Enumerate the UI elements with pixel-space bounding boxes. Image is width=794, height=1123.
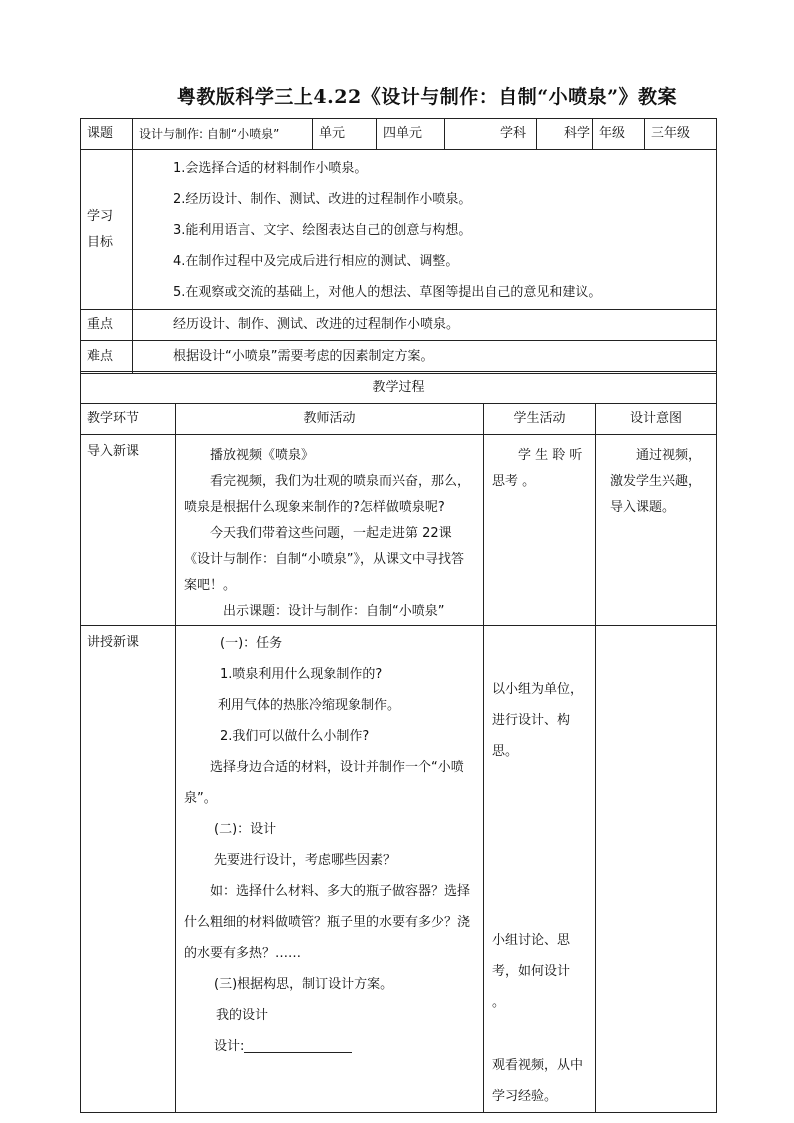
- intro-teacher-line: 看完视频，我们为壮观的喷泉而兴奋，那么，喷泉是根据什么现象来制作的?怎样做喷泉呢?: [184, 474, 471, 515]
- column-header-teacher: 教师活动: [176, 404, 484, 435]
- document-title: 粤教版科学三上4.22《设计与制作：自制“小喷泉”》教案: [176, 86, 678, 108]
- process-heading-row: [81, 372, 717, 404]
- ke-ti-label: 课题: [81, 119, 133, 150]
- lesson-student: [484, 626, 596, 1113]
- teaching-process-table: [80, 371, 717, 1113]
- subject-value: 科学: [537, 119, 593, 150]
- intro-teacher-line: 今天我们带着这些问题，一起走进第 22课《设计与制作：自制“小喷泉”》，从课文中寻找答案吧！。: [184, 526, 464, 593]
- spacer: [492, 767, 587, 925]
- objective-item: 1.会选择合适的材料制作小喷泉。: [173, 161, 368, 176]
- intro-intent: 通过视频，激发学生兴趣，导入课题。: [596, 435, 717, 626]
- key-point-text: 经历设计、制作、测试、改进的过程制作小喷泉。: [133, 310, 717, 341]
- subject-label: 学科: [445, 119, 537, 150]
- grade-label: 年级: [593, 119, 645, 150]
- grade-value: 三年级: [645, 119, 717, 150]
- objectives-label-line1: 学习: [87, 208, 114, 224]
- intro-row: [81, 435, 717, 626]
- column-header-student: 学生活动: [484, 404, 596, 435]
- intro-student: 学 生 聆 听 思考 。: [484, 435, 596, 626]
- lesson-teacher-line: 1.喷泉利用什么现象制作的?: [220, 667, 383, 682]
- lesson-student-item: 观看视频，从中学习经验。: [492, 1058, 584, 1104]
- objective-item: 5.在观察或交流的基础上，对他人的想法、草图等提出自己的意见和建议。: [173, 285, 602, 300]
- unit-label: 单元: [313, 119, 377, 150]
- lesson-teacher-line: 2.我们可以做什么小制作?: [220, 729, 370, 744]
- lesson-teacher-line: 利用气体的热胀冷缩现象制作。: [218, 698, 401, 713]
- lesson-teacher-line: 选择身边合适的材料，设计并制作一个“小喷泉”。: [184, 760, 464, 806]
- column-header-intent: 设计意图: [596, 404, 717, 435]
- lesson-student-item: 以小组为单位，进行设计、构思。: [492, 682, 584, 759]
- lesson-teacher-line: 先要进行设计，考虑哪些因素？: [214, 853, 397, 868]
- difficulty-row: [81, 341, 717, 374]
- lesson-teacher-line: (一)：任务: [220, 636, 283, 651]
- difficulty-text: 根据设计“小喷泉”需要考虑的因素制定方案。: [133, 341, 717, 374]
- intro-stage: 导入新课: [81, 435, 176, 626]
- process-heading: 教学过程: [81, 372, 717, 404]
- objective-item: 2.经历设计、制作、测试、改进的过程制作小喷泉。: [173, 192, 472, 207]
- unit-value: 四单元: [377, 119, 445, 150]
- ke-ti-value: 设计与制作: 自制“小喷泉”: [133, 119, 313, 150]
- lesson-teacher: [176, 626, 484, 1113]
- intro-teacher: [176, 435, 484, 626]
- objective-item: 3.能利用语言、文字、绘图表达自己的创意与构想。: [173, 223, 472, 238]
- spacer: [492, 628, 587, 674]
- lesson-teacher-line: 如：选择什么材料、多大的瓶子做容器？选择什么粗细的材料做喷管？瓶子里的水要有多少？浇的水要有多热？……: [184, 884, 471, 961]
- intro-teacher-line: 出示课题：设计与制作：自制“小喷泉”: [223, 604, 445, 619]
- objective-item: 4.在制作过程中及完成后进行相应的测试、调整。: [173, 254, 459, 269]
- lesson-stage: 讲授新课: [81, 626, 176, 1113]
- objectives-content: [133, 150, 717, 310]
- key-point-row: [81, 310, 717, 341]
- objectives-label-line2: 目标: [87, 234, 114, 250]
- difficulty-label: 难点: [81, 341, 133, 374]
- header-row: [81, 119, 717, 150]
- lesson-teacher-line: (二)：设计: [214, 822, 277, 837]
- objectives-row: [81, 150, 717, 310]
- key-point-label: 重点: [81, 310, 133, 341]
- lesson-student-item: 小组讨论、思考，如何设计 。: [492, 933, 571, 1010]
- spacer: [492, 1018, 587, 1050]
- lesson-teacher-line: 我的设计: [216, 1008, 269, 1023]
- design-fill-line: [184, 1031, 475, 1062]
- column-header-stage: 教学环节: [81, 404, 176, 435]
- intro-teacher-line: 播放视频《喷泉》: [210, 448, 315, 463]
- design-blank-underline: [244, 1038, 352, 1053]
- lesson-intent: [596, 626, 717, 1113]
- lesson-info-table: [80, 118, 717, 374]
- process-column-header-row: [81, 404, 717, 435]
- design-fill-label: 设计:: [214, 1039, 245, 1054]
- lesson-row: [81, 626, 717, 1113]
- lesson-teacher-line: (三)根据构思，制订设计方案。: [214, 977, 394, 992]
